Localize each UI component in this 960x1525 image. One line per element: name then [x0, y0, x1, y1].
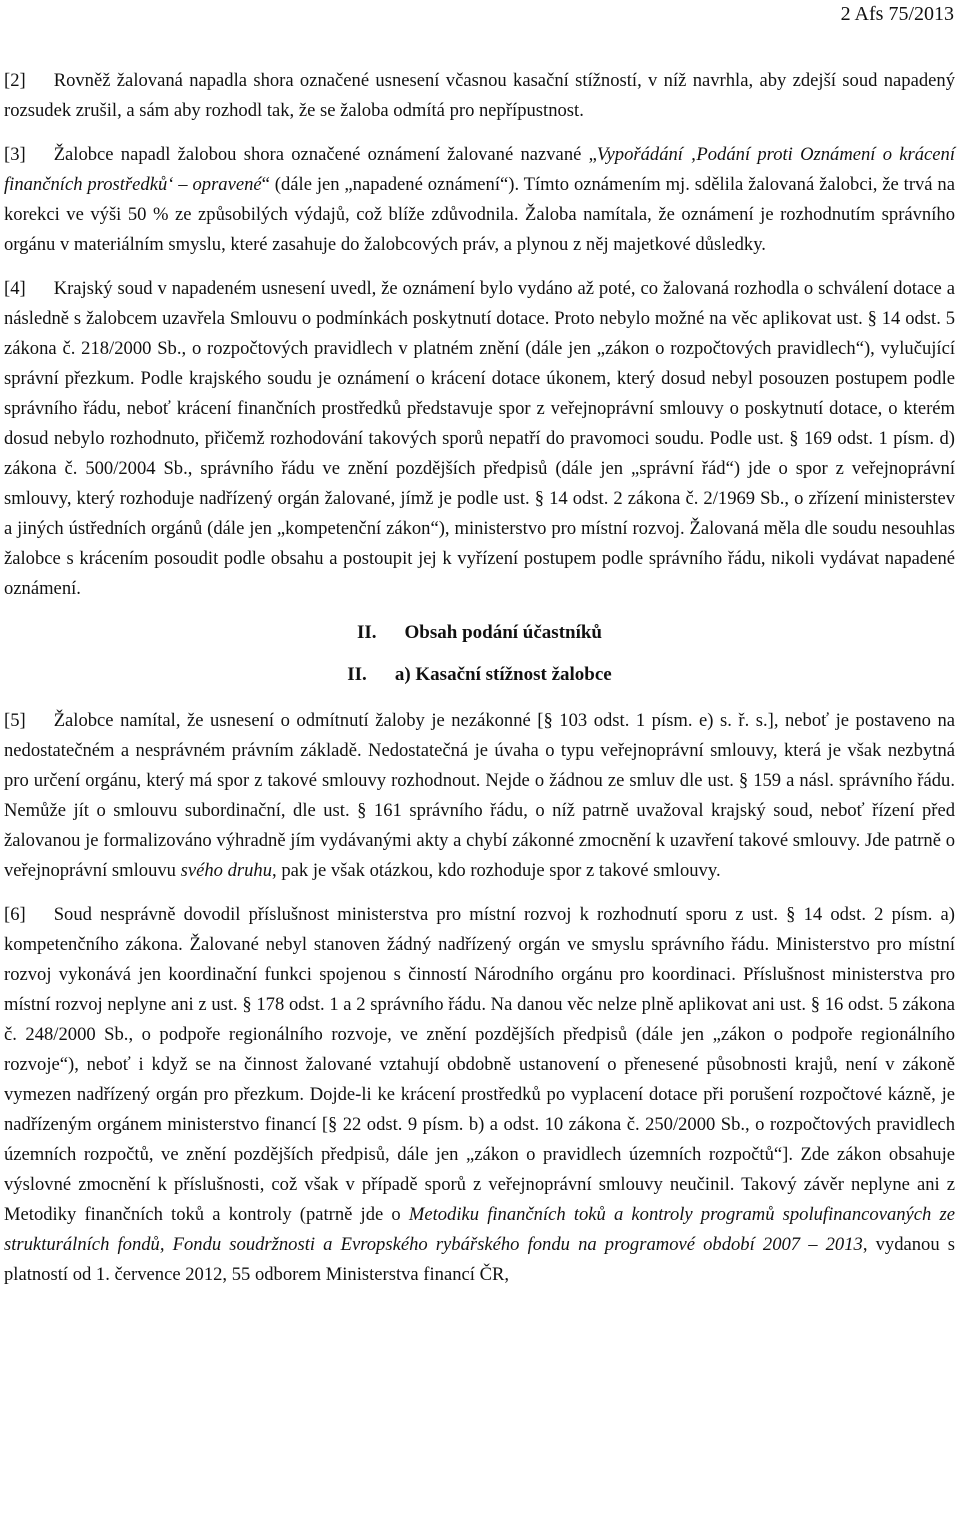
- paragraph-text: Rovněž žalovaná napadla shora označené usnesení včasnou kasační stížností, v níž navrhla, aby zdejší soud napadený rozsudek zrušil, a sám aby rozhodl tak, že se žaloba odmítá pro nepřípustnost.: [4, 70, 955, 121]
- paragraph-text: Soud nesprávně dovodil příslušnost ministerstva pro místní rozvoj k rozhodnutí sporu z ust. § 14 odst. 2 písm. a) kompetenčního zákona. Žalované nebyl stanoven žádný nadřízený orgán ve smyslu správního řádu. Ministerstvo pro místní rozvoj vykonává jen koordinační funkci spojenou s činností Národního orgánu pro koordinaci. Příslušnost ministerstva pro místní rozvoj neplyne ani z ust. § 178 odst. 1 a 2 správního řádu. Na danou věc nelze plně aplikovat ani ust. § 16 odst. 5 zákona č. 248/2000 Sb., o podpoře regionálního rozvoje, ve znění pozdějších předpisů (dále jen „zákon o podpoře regionálního rozvoje“), neboť i když se na činnost žalované vztahují obdobně ustanovení o přenesené působnosti krajů, není v zákoně vymezen nadřízený orgán pro přezkum. Dojde-li ke krácení prostředků po vyplacení dotace při porušení rozpočtové kázně, je nadřízeným orgánem ministerstvo financí [§ 22 odst. 9 písm. b) a odst. 10 zákona č. 250/2000 Sb., o rozpočtových pravidlech územních rozpočtů, ve znění pozdějších předpisů, dále jen „zákon o pravidlech územních rozpočtů“]. Zde zákon obsahuje výslovné zmocnění k příslušnosti, což však v případě sporů z veřejnoprávní smlouvy neučinil. Takový závěr neplyne ani z Metodiky finančních toků a kontroly (patrně jde o: [4, 904, 955, 1225]
- paragraph-italic-phrase: svého druhu: [180, 860, 273, 881]
- paragraph-text-end: , pak je však otázkou, kdo rozhoduje spor z takové smlouvy.: [272, 860, 721, 881]
- paragraph-italic-methodology: Metodiku finančních toků a kontroly programů spolufinancovaných ze strukturálních fondů, Fondu soudržnosti a Evropského rybářského fondu na programové období 2007 – 2013: [4, 1204, 955, 1255]
- paragraph-text: Krajský soud v napadeném usnesení uvedl, že oznámení bylo vydáno až poté, co žalovaná rozhodla o schválení dotace a následně s žalobcem uzavřela Smlouvu o podmínkách poskytnutí dotace. Proto nebylo možné na věc aplikovat ust. § 14 odst. 5 zákona č. 218/2000 Sb., o rozpočtových pravidlech v platném znění (dále jen „zákon o rozpočtových pravidlech“), vylučující správní přezkum. Podle krajského soudu je oznámení o krácení dotace úkonem, který dosud nebyl posouzen postupem podle správního řádu, neboť krácení finančních prostředků představuje spor z veřejnoprávní smlouvy o poskytnutí dotace, o kterém dosud nebylo rozhodnuto, přičemž rozhodování takových sporů nepatří do pravomoci soudu. Podle ust. § 169 odst. 1 písm. d) zákona č. 500/2004 Sb., správního řádu ve znění pozdějších předpisů (dále jen „správní řád“) jde o spor z veřejnoprávní smlouvy, který rozhoduje nadřízený orgán žalované, jímž je podle ust. § 14 odst. 2 zákona č. 2/1969 Sb., o zřízení ministerstev a jiných ústředních orgánů (dále jen „kompetenční zákon“), ministerstvo pro místní rozvoj. Žalovaná měla dle soudu nesouhlas žalobce s krácením posoudit podle obsahu a postoupit jej k vyřízení postupem podle správního řádu, nikoli vydávat napadené oznámení.: [4, 278, 955, 599]
- paragraph-4: [4, 274, 955, 604]
- paragraph-2: [4, 66, 955, 126]
- paragraph-number: [6]: [4, 904, 26, 925]
- paragraph-text-continued: , vydanou s platností od 1. července 2012, 55 odborem Ministerstva financí ČR,: [4, 1234, 955, 1285]
- section-heading-title: Obsah podání účastníků: [404, 622, 603, 643]
- paragraph-3: [4, 140, 955, 260]
- paragraph-text: Žalobce napadl žalobou shora označené oznámení žalované nazvané „: [53, 144, 597, 165]
- paragraph-number: [2]: [4, 70, 26, 91]
- section-heading-number: II.: [356, 622, 377, 643]
- paragraph-number: [4]: [4, 278, 26, 299]
- subsection-heading-title: a) Kasační stížnost žalobce: [394, 664, 612, 685]
- paragraph-text: Žalobce namítal, že usnesení o odmítnutí žaloby je nezákonné [§ 103 odst. 1 písm. e) s. ř. s.], neboť je postaveno na nedostatečném a nesprávném právním základě. Nedostatečná je úvaha o typu veřejnoprávní smlouvy, která je však nezbytná pro určení orgánu, který má spor z takové smlouvy rozhodnout. Nejde o žádnou ze smluv dle ust. § 159 a násl. správního řádu. Nemůže jít o smlouvu subordinační, dle ust. § 161 správního řádu, o níž patrně uvažoval krajský soud, neboť řízení před žalovanou je formalizováno výhradně jím vydávanými akty a chybí zákonné zmocnění k uzavření takové smlouvy. Jde patrně o veřejnoprávní smlouvu: [4, 710, 955, 881]
- case-number-header: 2 Afs 75/2013: [840, 3, 954, 25]
- paragraph-text-continued: “ (dále jen „napadené oznámení“). Tímto oznámením mj. sdělila žalovaná žalobci, že trvá na korekci ve výši 50 % ze způsobilých výdajů, což blíže zdůvodnila. Žaloba namítala, že oznámení je rozhodnutím správního orgánu v materiálním smyslu, které zasahuje do žalobcových práv, a plynou z něj majetkové důsledky.: [4, 174, 955, 255]
- paragraph-number: [3]: [4, 144, 26, 165]
- paragraph-5: [4, 706, 955, 886]
- section-heading: [4, 618, 955, 648]
- paragraph-number: [5]: [4, 710, 26, 731]
- paragraph-italic-title: Vypořádání ‚Podání proti Oznámení o krácení finančních prostředků‘ – opravené: [4, 144, 956, 195]
- subsection-heading: [4, 660, 955, 690]
- document-body: [4, 66, 955, 1304]
- paragraph-6: [4, 900, 955, 1290]
- subsection-heading-number: II.: [347, 664, 367, 685]
